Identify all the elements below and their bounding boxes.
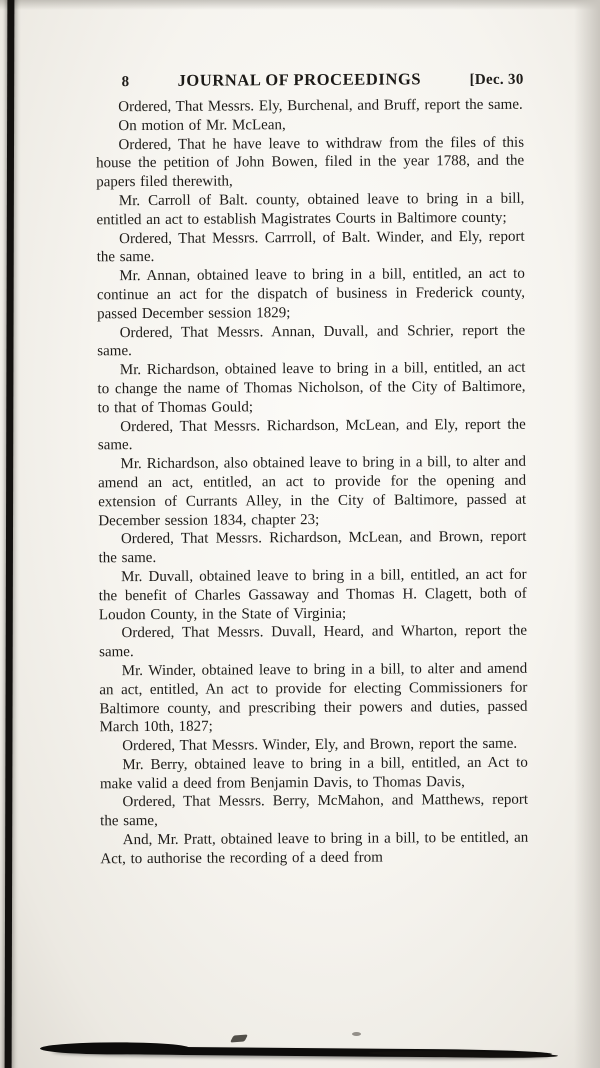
paragraph: Mr. Richardson, obtained leave to bring in a bill, entitled, an act to change the name of Thomas Nicholson, of the City of Baltimore, to that of Thomas Gould; [97,359,526,417]
paragraph: Ordered, That Messrs. Berry, McMahon, and Matthews, report the same, [100,792,529,830]
page-title: JOURNAL OF PROCEEDINGS [177,69,422,90]
paragraph: On motion of Mr. McLean, [118,116,286,134]
page-content [96,69,529,869]
paragraph: Mr. Annan, obtained leave to bring in a bill, entitled, an act to continue an act for the dispatch of business in Frederick county, passed December session 1829; [96,265,525,323]
date-header: [Dec. 30 [469,71,524,89]
paragraph: Ordered, That Messrs. Annan, Duvall, and Schrier, report the same. [97,322,526,360]
scan-edge-right [574,0,600,1068]
page-number: 8 [121,74,130,91]
scan-speck [230,1035,248,1043]
paragraph: Ordered, That Messrs. Winder, Ely, and Brown, report the same. [122,735,518,755]
scan-speck [352,1032,361,1036]
paragraph: Ordered, That Messrs. Richardson, McLean, and Brown, report the same. [98,529,527,567]
paragraph: Ordered, That Messrs. Carrroll, of Balt. Winder, and Ely, report the same. [96,228,525,266]
paragraph: Mr. Berry, obtained leave to bring in a bill, entitled, an Act to make valid a deed from Benjamin Davis, to Thomas Davis, [99,754,528,792]
paragraph: Mr. Richardson, also obtained leave to bring in a bill, to alter and amend an act, entitled, an act to provide for the opening and extension of Currants Alley, in the City of Baltimore, passed at December session 1834, chapter 23; [98,453,527,529]
page-body [96,96,529,869]
scan-edge-left [5,0,15,1068]
paragraph: Ordered, That he have leave to withdraw from the files of this house the petition of John Bowen, filed in the year 1788, and the papers filed therewith, [96,134,525,191]
paragraph: Ordered, That Messrs. Duvall, Heard, and Wharton, report the same. [99,623,528,661]
paragraph: Mr. Carroll of Balt. county, obtained leave to bring in a bill, entitled an act to establish Magistrates Courts in Baltimore county; [96,190,525,229]
page-header [96,69,524,92]
scan-edge-top [0,0,600,10]
paragraph: Ordered, That Messrs. Richardson, McLean, and Ely, report the same. [97,416,526,454]
paragraph: Ordered, That Messrs. Ely, Burchenal, and Bruff, report the same. [118,96,523,116]
paragraph: Mr. Winder, obtained leave to bring in a bill, to alter and amend an act, entitled, An act to provide for electing Commissioners for Baltimore county, and prescribing their powers and duties, passed March 10th, 1827; [99,660,528,736]
scan-edge-bottom [52,1046,552,1058]
paragraph: Mr. Duvall, obtained leave to bring in a bill, entitled, an act for the benefit of Charles Gassaway and Thomas H. Clagett, both of Loudon County, in the State of Virginia; [98,566,527,623]
paragraph: And, Mr. Pratt, obtained leave to bring in a bill, to be entitled, an Act, to authorise the recording of a deed from [100,829,529,868]
